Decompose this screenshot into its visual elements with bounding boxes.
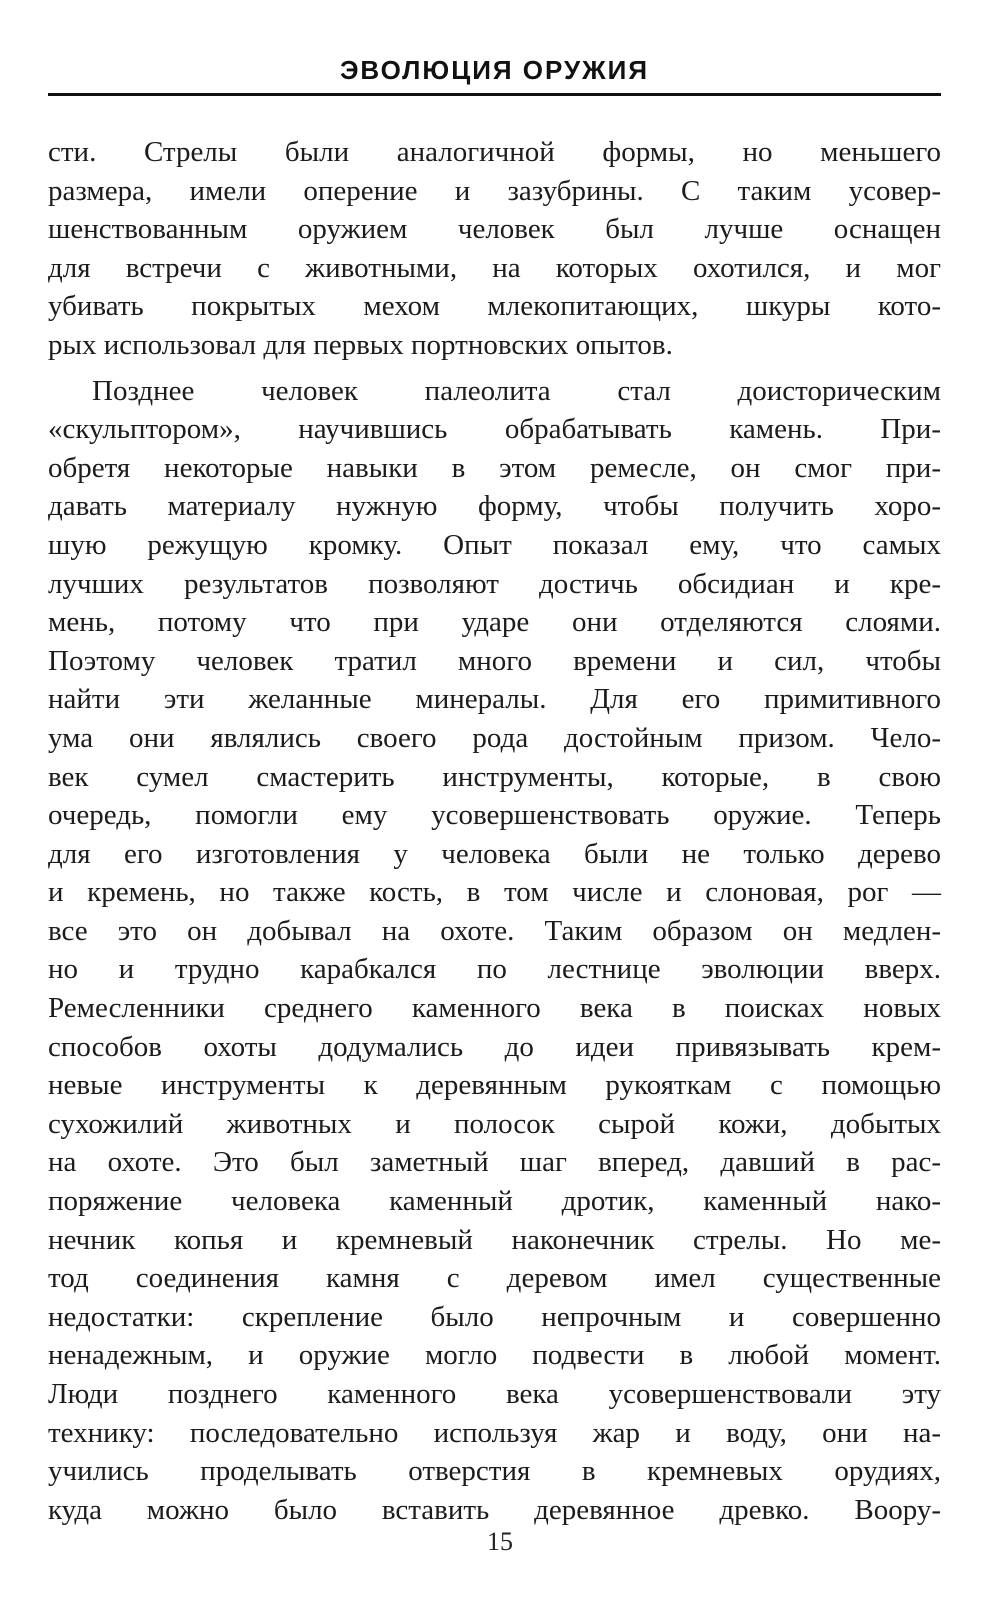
text-line: давать материалу нужную форму, чтобы получить хоро- xyxy=(48,490,941,523)
paragraph xyxy=(48,372,941,1530)
text-line: сухожилий животных и полосок сырой кожи, добытых xyxy=(48,1107,941,1140)
text-line: сти. Стрелы были аналогичной формы, но меньшего xyxy=(48,136,941,168)
text-line: невые инструменты к деревянным рукояткам с помощью xyxy=(48,1069,941,1102)
text-line: мень, потому что при ударе они отделяются слоями. xyxy=(48,606,941,639)
text-line: недостатки: скрепление было непрочным и совершенно xyxy=(48,1300,941,1333)
text-line: на охоте. Это был заметный шаг вперед, давший в рас- xyxy=(48,1146,941,1179)
text-line: для его изготовления у человека были не только дерево xyxy=(48,837,941,870)
text-line: поряжение человека каменный дротик, каменный нако- xyxy=(48,1185,941,1218)
text-line: найти эти желанные минералы. Для его примитивного xyxy=(48,683,941,716)
text-line: все это он добывал на охоте. Таким образом он медлен- xyxy=(48,914,941,947)
text-line: куда можно было вставить деревянное древко. Воору- xyxy=(48,1493,941,1526)
text-line: рых использовал для первых портновских опытов. xyxy=(48,328,673,361)
text-line: очередь, помогли ему усовершенствовать оружие. Теперь xyxy=(48,799,941,832)
text-line: тод соединения камня с деревом имел существенные xyxy=(48,1262,941,1295)
paragraph xyxy=(48,133,941,365)
text-line: способов охоты додумались до идеи привязывать крем- xyxy=(48,1030,941,1063)
text-line: Поэтому человек тратил много времени и сил, чтобы xyxy=(48,644,941,677)
text-line: но и трудно карабкался по лестнице эволюции вверх. xyxy=(48,953,941,986)
text-line: учились проделывать отверстия в кремневых орудиях, xyxy=(48,1455,941,1488)
page-number: 15 xyxy=(487,1527,513,1556)
body-text xyxy=(48,133,941,1529)
text-line: «скульптором», научившись обрабатывать камень. При- xyxy=(48,413,941,446)
text-line: шенствованным оружием человек был лучше оснащен xyxy=(48,213,941,246)
text-line: и кремень, но также кость, в том числе и слоновая, рог — xyxy=(48,876,941,909)
text-line: Ремесленники среднего каменного века в поисках новых xyxy=(48,992,941,1025)
text-line: Люди позднего каменного века усовершенствовали эту xyxy=(48,1378,941,1410)
text-line: ненадежным, и оружие могло подвести в любой момент. xyxy=(48,1339,941,1372)
text-line: убивать покрытых мехом млекопитающих, шкуры кото- xyxy=(48,290,941,323)
header-rule xyxy=(48,93,941,96)
text-line: век сумел смастерить инструменты, которые, в свою xyxy=(48,760,941,793)
text-line: обретя некоторые навыки в этом ремесле, он смог при- xyxy=(48,451,941,484)
text-line: ума они являлись своего рода достойным призом. Чело- xyxy=(48,721,941,754)
text-line: технику: последовательно используя жар и воду, они на- xyxy=(48,1416,941,1449)
text-line: нечник копья и кремневый наконечник стрелы. Но ме- xyxy=(48,1223,941,1256)
paragraph-gap xyxy=(48,365,941,372)
running-head: ЭВОЛЮЦИЯ ОРУЖИЯ xyxy=(339,55,650,85)
text-line: шую режущую кромку. Опыт показал ему, что самых xyxy=(48,528,941,561)
text-line: лучших результатов позволяют достичь обсидиан и кре- xyxy=(48,567,941,600)
text-line: Позднее человек палеолита стал доисторическим xyxy=(92,374,941,407)
text-line: для встречи с животными, на которых охотился, и мог xyxy=(48,251,941,284)
text-line: размера, имели оперение и зазубрины. С таким усовер- xyxy=(48,174,941,207)
